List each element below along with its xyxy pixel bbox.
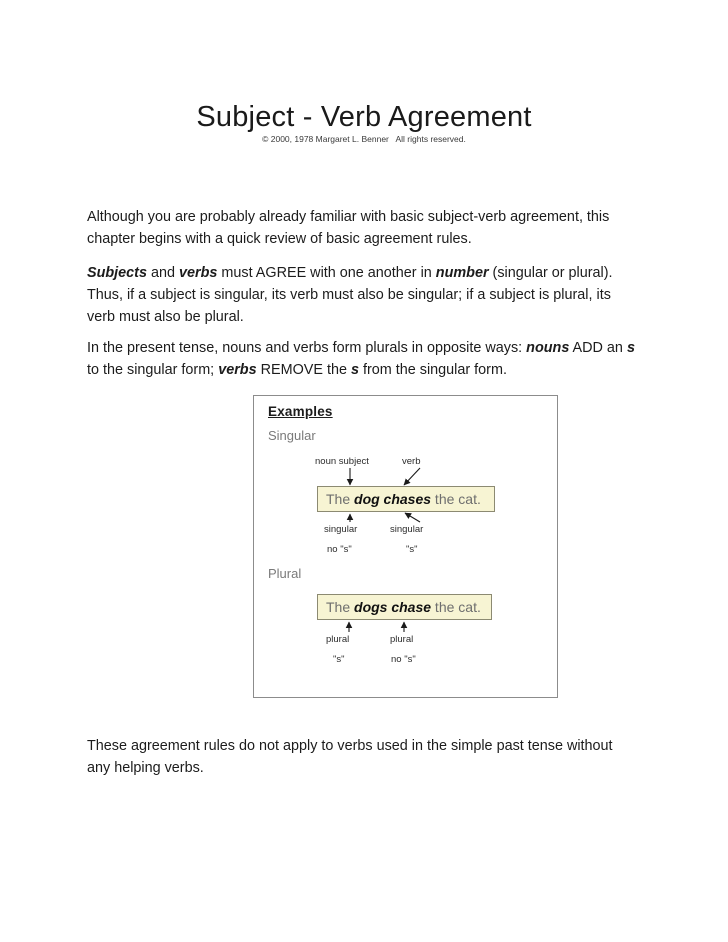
singular-example-sentence <box>317 486 495 512</box>
paragraph-agreement <box>87 262 639 328</box>
paragraph-plurals-text-3: to the singular form; <box>87 362 219 379</box>
copyright-notice: © 2000, 1978 Margaret L. Benner All rights reserved. <box>262 134 466 144</box>
plural-sentence-pre: The <box>326 599 355 615</box>
plural-sentence-highlight: dogs chase <box>354 599 432 615</box>
paragraph-plurals-text-1: In the present tense, nouns and verbs form plurals in opposite ways: <box>87 340 527 357</box>
singular-subject-note-line2: no "s" <box>327 544 352 555</box>
plural-sentence-post: the cat. <box>431 599 481 615</box>
plural-verb-note-line2: no "s" <box>391 654 416 665</box>
plural-subject-note-line1: plural <box>326 634 350 645</box>
examples-heading: Examples <box>268 404 333 419</box>
emphasis-s-2: s <box>350 362 359 379</box>
paragraph-past-tense-text: These agreement rules do not apply to verbs used in the simple past tense without any helping verbs. <box>87 738 613 777</box>
emphasis-nouns: nouns <box>526 340 570 357</box>
examples-figure <box>253 395 558 698</box>
plural-group-label: Plural <box>268 566 302 581</box>
paragraph-agreement-text-2: must AGREE with one another in <box>217 265 436 282</box>
singular-sentence-highlight: dog chases <box>354 491 432 507</box>
singular-verb-note-line2: "s" <box>406 544 418 555</box>
paragraph-agreement-text-3: (singular or plural). Thus, if a subject is singular, its verb must also be singular; if a subject is plural, its verb must also be plural. <box>87 265 613 326</box>
paragraph-plurals <box>87 337 639 381</box>
singular-verb-label: verb <box>402 456 421 467</box>
emphasis-s-1: s <box>626 340 635 357</box>
singular-verb-note-line1: singular <box>390 524 424 535</box>
plural-example-sentence <box>317 594 492 620</box>
paragraph-agreement-text-1: and <box>146 265 179 282</box>
singular-noun-subject-label: noun subject <box>315 456 369 467</box>
paragraph-plurals-text-5: from the singular form. <box>358 362 507 379</box>
paragraph-intro-text: Although you are probably already familiar with basic subject-verb agreement, this chapter begins with a quick review of basic agreement rules. <box>87 209 610 248</box>
emphasis-number: number <box>435 265 489 282</box>
paragraph-past-tense <box>87 735 639 779</box>
emphasis-verbs-2: verbs <box>218 362 257 379</box>
paragraph-plurals-text-4: REMOVE the <box>256 362 351 379</box>
plural-verb-note-line1: plural <box>390 634 414 645</box>
singular-group-label: Singular <box>268 428 316 443</box>
emphasis-subjects: Subjects <box>87 265 147 282</box>
emphasis-verbs: verbs <box>179 265 218 282</box>
plural-subject-note-line2: "s" <box>333 654 345 665</box>
singular-sentence-pre: The <box>326 491 355 507</box>
page-title: Subject - Verb Agreement <box>196 101 532 134</box>
paragraph-plurals-text-2: ADD an <box>569 340 627 357</box>
paragraph-intro <box>87 206 639 250</box>
arrow-verb <box>404 468 420 485</box>
singular-subject-note-line1: singular <box>324 524 358 535</box>
arrow-singular-verb-note <box>405 513 420 522</box>
singular-sentence-post: the cat. <box>431 491 481 507</box>
